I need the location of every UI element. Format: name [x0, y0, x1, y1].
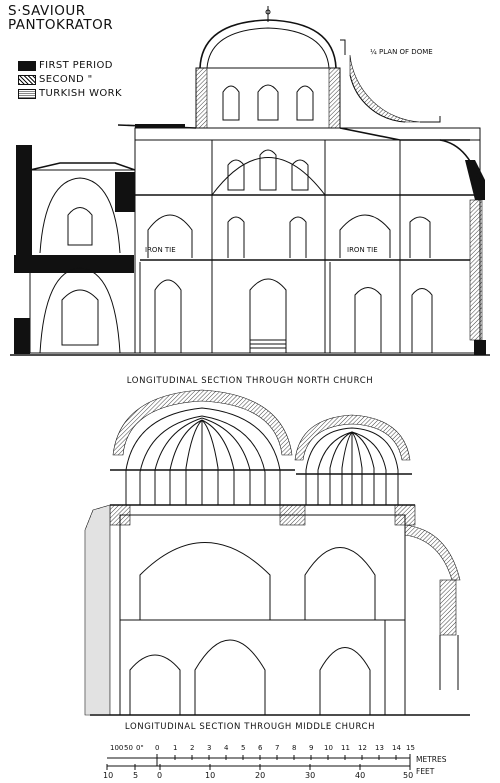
- dome-plan-label: ¼ PLAN OF DOME: [370, 48, 433, 56]
- metre-tick-label: 10: [324, 744, 333, 752]
- metre-tick-label: 7: [275, 744, 280, 752]
- metre-tick-label: 0": [136, 744, 144, 752]
- metre-tick-label: 100: [110, 744, 124, 752]
- feet-tick-label: 20: [255, 771, 266, 780]
- metre-tick-label: 14: [392, 744, 401, 752]
- middle-church-caption: LONGITUDINAL SECTION THROUGH MIDDLE CHURCH: [124, 722, 376, 732]
- feet-ticks: [107, 764, 410, 770]
- metre-tick-label: 50: [124, 744, 133, 752]
- metre-tick-label: 6: [258, 744, 263, 752]
- metre-tick-label: 3: [207, 744, 212, 752]
- metre-tick-labels: [110, 744, 415, 754]
- title-line-2: PANTOKRATOR: [8, 17, 114, 33]
- metre-tick-label: 11: [341, 744, 350, 752]
- metre-ticks: [157, 754, 410, 766]
- feet-tick-label: 10: [205, 771, 216, 780]
- feet-tick-label: 50: [403, 771, 414, 780]
- iron-tie-label-left: IRON TIE: [145, 246, 176, 254]
- metre-tick-label: 13: [375, 744, 384, 752]
- metre-tick-label: 5: [241, 744, 246, 752]
- quarter-plan-of-dome: [340, 40, 440, 122]
- legend-label-first: FIRST PERIOD: [39, 60, 113, 71]
- metre-tick-label: 1: [173, 744, 178, 752]
- metre-tick-label: 2: [190, 744, 195, 752]
- feet-unit-label: FEET: [416, 767, 435, 776]
- legend-label-turkish: TURKISH WORK: [39, 88, 122, 99]
- feet-tick-label: 10: [103, 771, 114, 780]
- metre-tick-label: 8: [292, 744, 297, 752]
- feet-tick-labels: [100, 771, 420, 781]
- north-church-section: [8, 3, 490, 355]
- metre-tick-label: 4: [224, 744, 229, 752]
- feet-tick-label: 5: [133, 771, 139, 780]
- metre-tick-label: 12: [358, 744, 367, 752]
- metre-tick-label: 15: [406, 744, 415, 752]
- title-line-1: S·SAVIOUR: [8, 3, 86, 19]
- middle-church-section: [85, 390, 470, 715]
- feet-tick-label: 30: [305, 771, 316, 780]
- metre-tick-label: 9: [309, 744, 314, 752]
- scale-bars: [107, 754, 410, 770]
- feet-tick-label: 40: [355, 771, 366, 780]
- metre-tick-label: 0: [155, 744, 160, 752]
- iron-tie-label-right: IRON TIE: [347, 246, 378, 254]
- feet-tick-label: 0: [157, 771, 163, 780]
- north-church-caption: LONGITUDINAL SECTION THROUGH NORTH CHURCH: [126, 376, 374, 386]
- metres-unit-label: METRES: [416, 755, 447, 764]
- legend-label-second: SECOND ": [39, 74, 93, 85]
